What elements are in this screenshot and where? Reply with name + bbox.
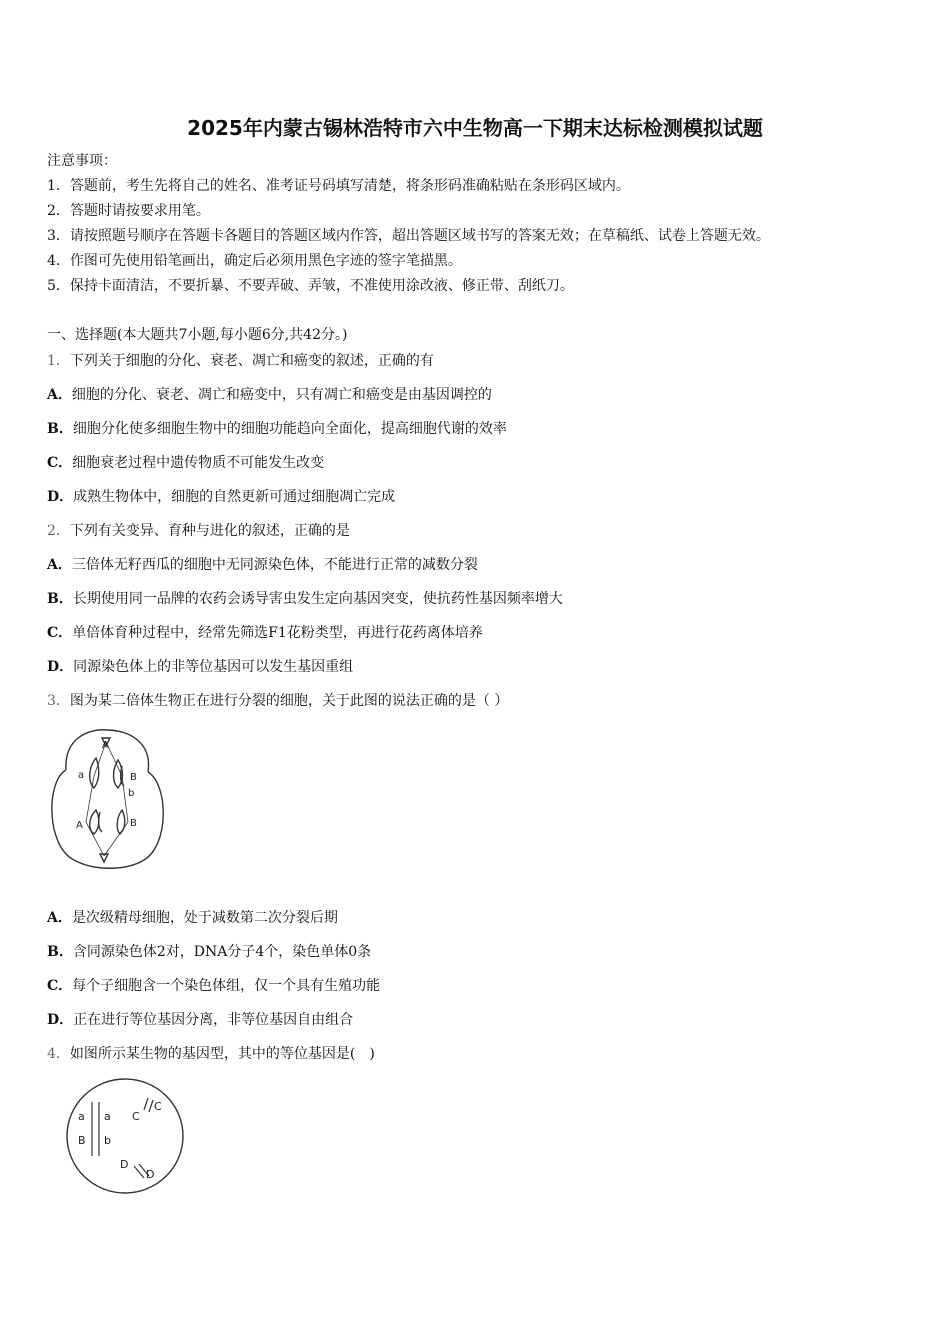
option-text: 同源染色体上的非等位基因可以发生基因重组 [73, 659, 354, 675]
option-3c [47, 977, 380, 995]
option-text: 含同源染色体2对，DNA分子4个，染色单体0条 [72, 944, 372, 960]
option-1d [47, 488, 395, 506]
gene-label: C [154, 1100, 162, 1113]
option-letter: A． [47, 557, 72, 573]
option-3d [47, 1011, 353, 1029]
option-letter: D． [47, 489, 74, 505]
option-1c [47, 454, 324, 472]
option-1a [47, 386, 492, 404]
option-text: 正在进行等位基因分离，非等位基因自由组合 [73, 1012, 354, 1028]
question-number: 2． [47, 523, 70, 539]
option-letter: C． [47, 978, 73, 994]
notice-item: 4．作图可先使用铅笔画出，确定后必须用黑色字迹的签字笔描黑。 [47, 253, 462, 269]
option-3b [47, 943, 371, 961]
question-2 [47, 522, 350, 540]
option-text: 单倍体育种过程中，经常先筛选F1花粉类型，再进行花药离体培养 [72, 625, 483, 641]
question-1 [47, 352, 434, 370]
option-2c [47, 624, 483, 642]
option-letter: B． [47, 421, 73, 437]
option-text: 细胞衰老过程中遗传物质不可能发生改变 [72, 455, 325, 471]
gene-label: b [104, 1134, 111, 1147]
question-stem: 下列关于细胞的分化、衰老、凋亡和癌变的叙述，正确的有 [69, 353, 434, 369]
option-text: 细胞分化使多细胞生物中的细胞功能趋向全面化，提高细胞代谢的效率 [72, 421, 507, 437]
option-letter: B． [47, 591, 73, 607]
option-letter: D． [47, 1012, 74, 1028]
notice-item: 2．答题时请按要求用笔。 [47, 203, 210, 219]
option-2b [47, 590, 563, 608]
option-2d [47, 658, 353, 676]
option-1b [47, 420, 507, 438]
figure-label: A [102, 740, 109, 751]
option-2a [47, 556, 478, 574]
option-text: 每个子细胞含一个染色体组，仅一个具有生殖功能 [72, 978, 381, 994]
cell-division-figure [44, 726, 174, 876]
question-stem: 图为某二倍体生物正在进行分裂的细胞，关于此图的说法正确的是（ ） [69, 693, 509, 709]
option-letter: C． [47, 625, 73, 641]
figure-label: A [76, 820, 83, 831]
notice-item: 5．保持卡面清洁，不要折暴、不要弄破、弄皱，不准使用涂改液、修正带、刮纸刀。 [47, 278, 574, 294]
notice-heading: 注意事项： [47, 153, 117, 169]
gene-label: D [120, 1158, 129, 1171]
question-number: 4． [47, 1046, 70, 1062]
notice-item: 1．答题前，考生先将自己的姓名、准考证号码填写清楚，将条形码准确粘贴在条形码区域内。 [47, 178, 630, 194]
question-3 [47, 692, 508, 710]
question-number: 3． [47, 693, 70, 709]
option-text: 三倍体无籽西瓜的细胞中无同源染色体，不能进行正常的减数分裂 [71, 557, 478, 573]
option-letter: A． [47, 910, 72, 926]
option-text: 是次级精母细胞，处于减数第二次分裂后期 [71, 910, 338, 926]
question-4 [47, 1045, 375, 1063]
page-title: 2025年内蒙古锡林浩特市六中生物高一下期末达标检测模拟试题 [187, 116, 763, 140]
option-letter: D． [47, 659, 74, 675]
gene-label: C [132, 1110, 140, 1123]
notice-item: 3．请按照题号顺序在答题卡各题目的答题区域内作答，超出答题区域书写的答案无效；在草稿纸、试卷上答题无效。 [47, 228, 770, 244]
option-letter: C． [47, 455, 73, 471]
option-text: 成熟生物体中，细胞的自然更新可通过细胞凋亡完成 [73, 489, 396, 505]
question-number: 1． [47, 353, 70, 369]
gene-label: D [146, 1168, 155, 1181]
option-3a [47, 909, 338, 927]
figure-label: a [78, 770, 85, 781]
question-stem: 如图所示某生物的基因型，其中的等位基因是( ) [69, 1046, 375, 1062]
genotype-figure [62, 1074, 190, 1198]
option-text: 细胞的分化、衰老、凋亡和癌变中，只有凋亡和癌变是由基因调控的 [71, 387, 492, 403]
option-letter: B． [47, 944, 73, 960]
gene-label: a [78, 1110, 85, 1123]
gene-label: B [78, 1134, 86, 1147]
gene-label: a [104, 1110, 111, 1123]
figure-label: B [130, 772, 137, 783]
section-heading: 一、选择题(本大题共7小题,每小题6分,共42分。) [47, 327, 348, 343]
question-stem: 下列有关变异、育种与进化的叙述，正确的是 [69, 523, 350, 539]
option-text: 长期使用同一品牌的农药会诱导害虫发生定向基因突变，使抗药性基因频率增大 [72, 591, 563, 607]
figure-label: b [128, 788, 135, 799]
figure-label: B [130, 818, 137, 829]
option-letter: A． [47, 387, 72, 403]
